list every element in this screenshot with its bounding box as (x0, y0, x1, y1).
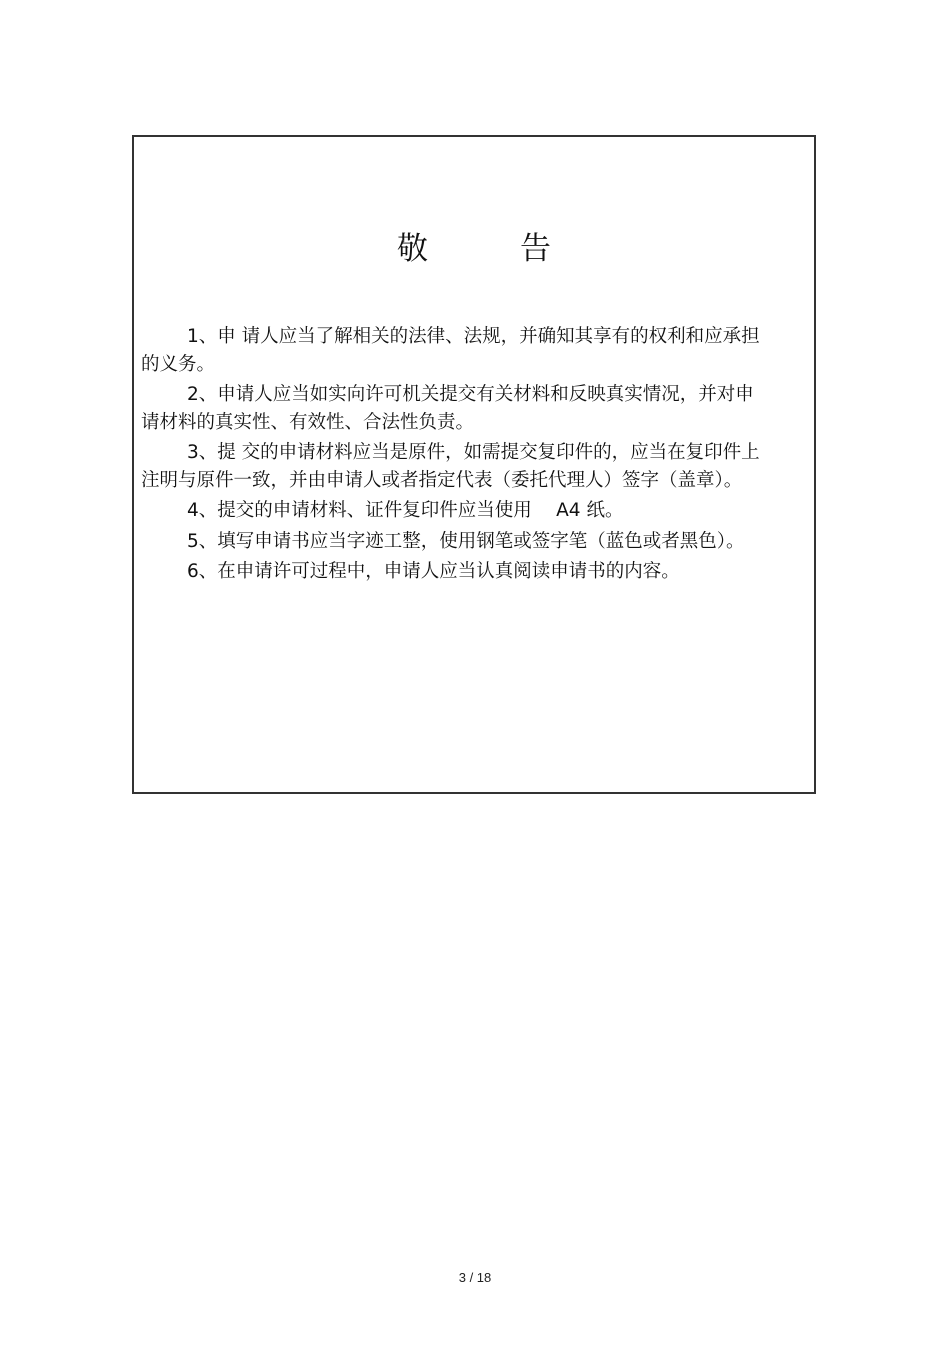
notice-box (132, 135, 816, 794)
notice-item-4: 4、提交的申请材料、证件复印件应当使用 A4 纸。 (187, 500, 624, 521)
notice-item-2: 2、申请人应当如实向许可机关提交有关材料和反映真实情况，并对申请材料的真实性、有效性、合法性负责。 (141, 384, 754, 433)
notice-title-char-2: 告 (520, 231, 551, 267)
page-number: 3 / 18 (458, 1270, 492, 1285)
notice-item-3: 3、提 交的申请材料应当是原件，如需提交复印件的，应当在复印件上注明与原件一致，并由申请人或者指定代表（委托代理人）签字（盖章）。 (141, 442, 760, 491)
notice-list (141, 323, 769, 589)
notice-title (134, 229, 814, 269)
notice-title-char-1: 敬 (397, 231, 428, 267)
notice-item-1: 1、申 请人应当了解相关的法律、法规，并确知其享有的权利和应承担的义务。 (141, 326, 760, 375)
notice-item-5: 5、填写申请书应当字迹工整，使用钢笔或签字笔（蓝色或者黑色）。 (187, 530, 745, 552)
notice-item-6: 6、在申请许可过程中，申请人应当认真阅读申请书的内容。 (187, 561, 680, 582)
